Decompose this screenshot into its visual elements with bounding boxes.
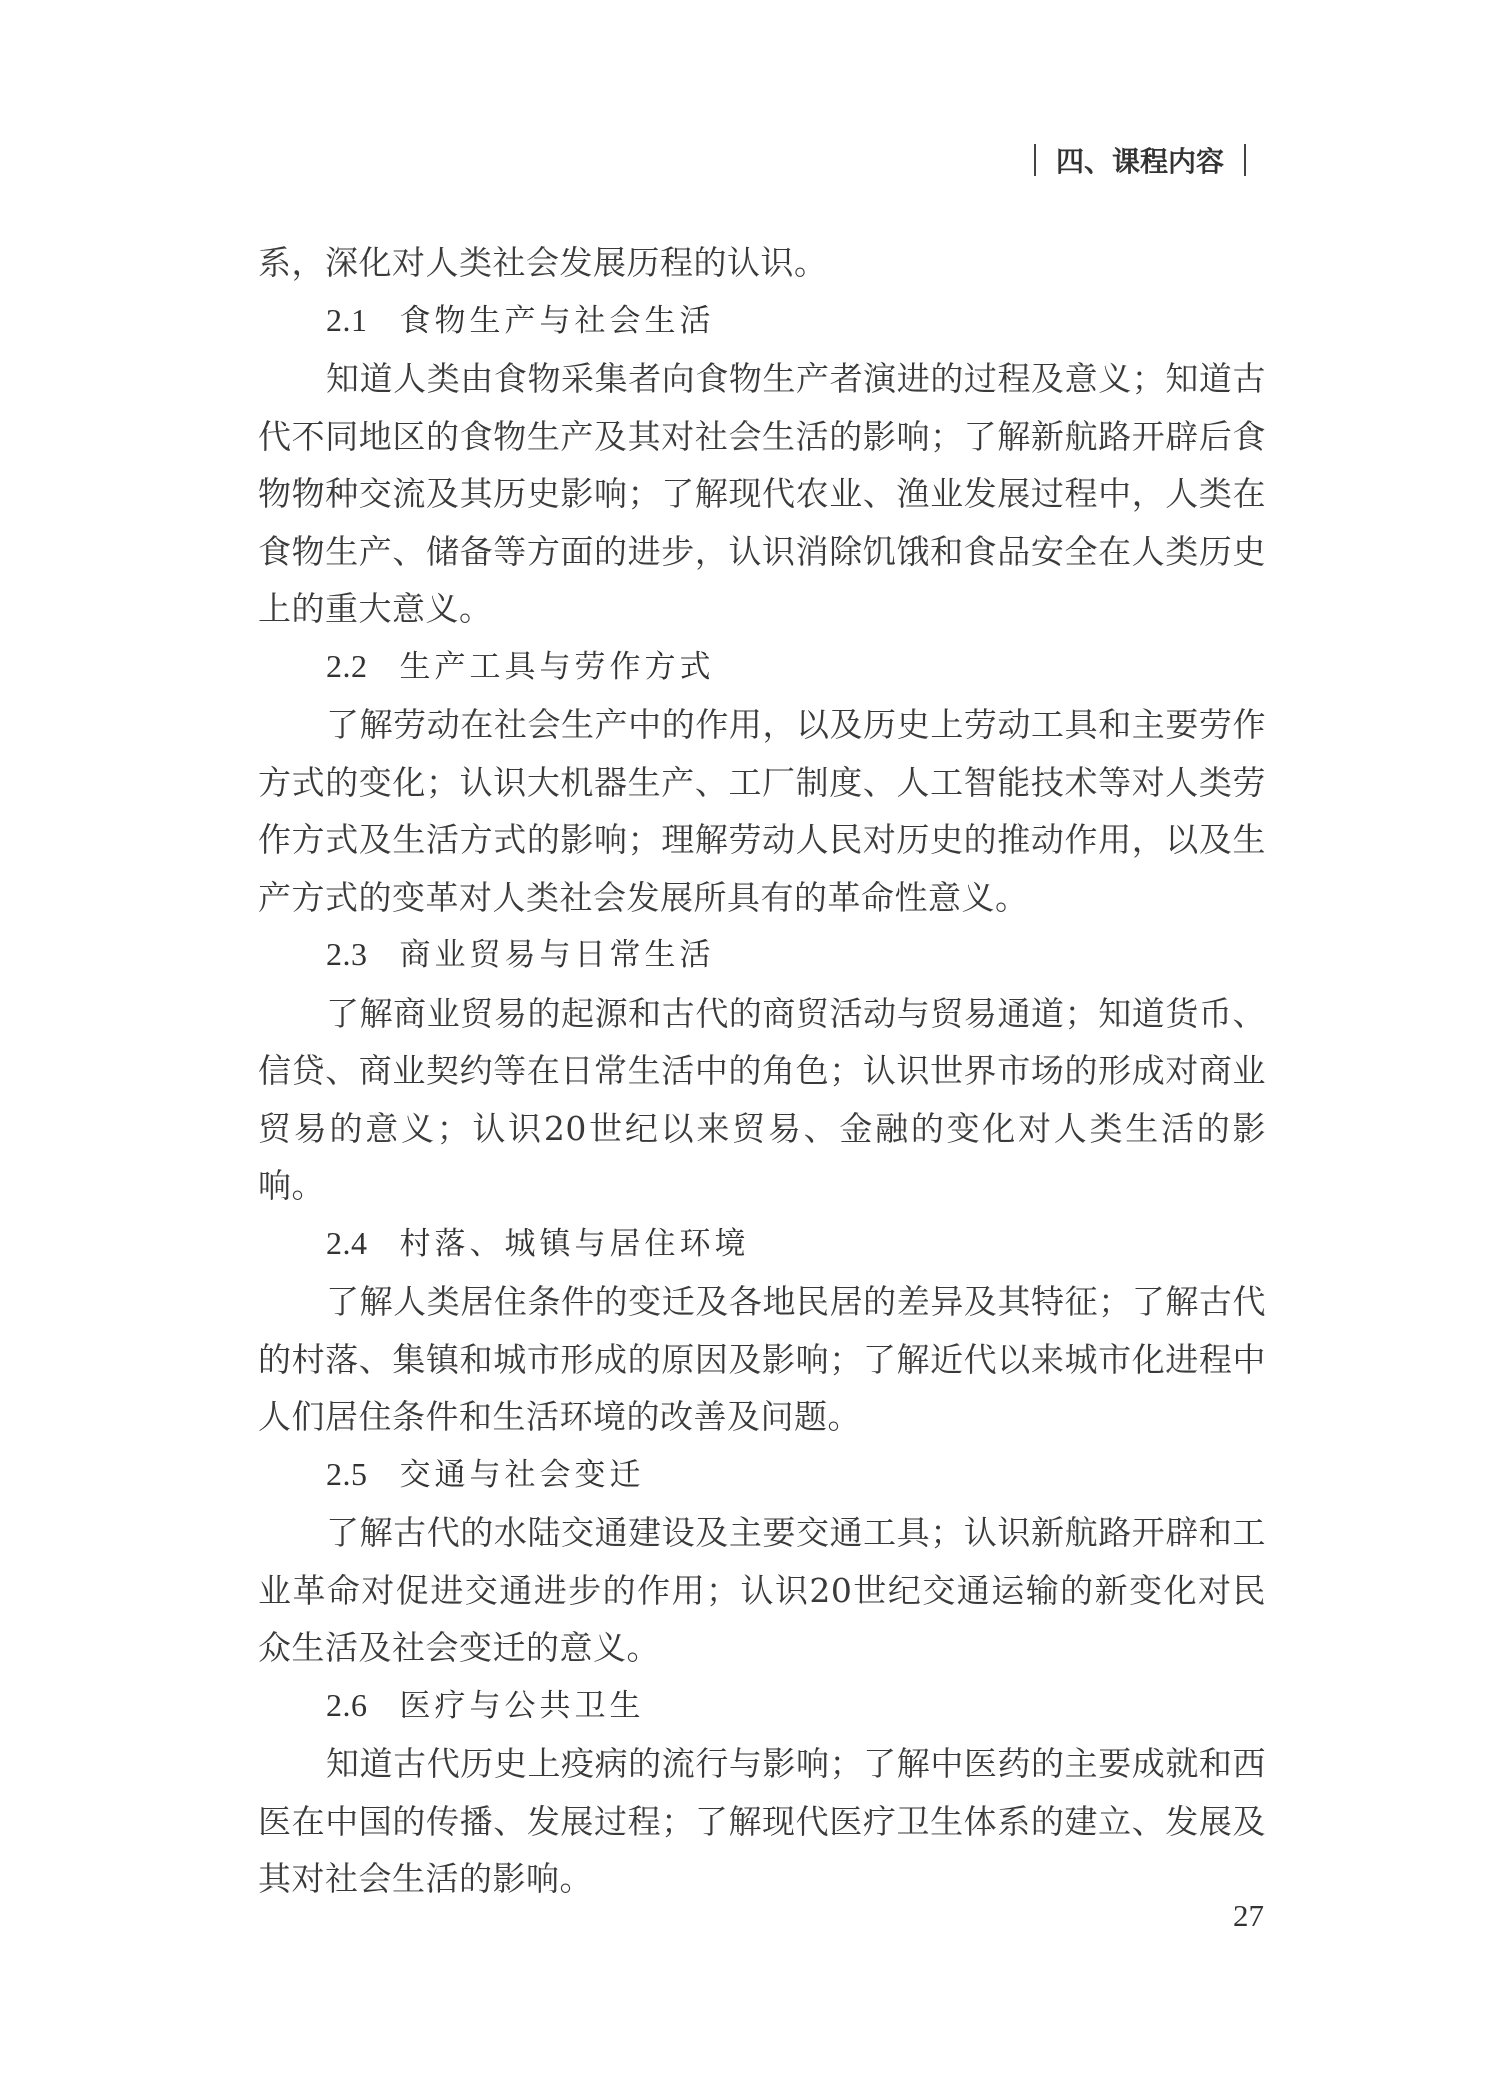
- section-number: 2.3: [326, 936, 368, 972]
- section-heading: [258, 1446, 1266, 1505]
- section-paragraph: 了解古代的水陆交通建设及主要交通工具；认识新航路开辟和工业革命对促进交通进步的作用；认识20世纪交通运输的新变化对民众生活及社会变迁的意义。: [258, 1513, 1266, 1667]
- page-body: [258, 234, 1266, 1908]
- section-title: 食物生产与社会生活: [399, 302, 715, 339]
- section-number: 2.5: [326, 1455, 368, 1492]
- section-title: 交通与社会变迁: [399, 1456, 645, 1493]
- section-number: 2.4: [326, 1224, 368, 1261]
- header-divider-right: [1244, 144, 1246, 176]
- section-paragraph: 了解人类居住条件的变迁及各地民居的差异及其特征；了解古代的村落、集镇和城市形成的原因及影响；了解近代以来城市化进程中人们居住条件和生活环境的改善及问题。: [258, 1282, 1266, 1436]
- section-paragraph: 了解劳动在社会生产中的作用，以及历史上劳动工具和主要劳作方式的变化；认识大机器生产、工厂制度、人工智能技术等对人类劳作方式及生活方式的影响；理解劳动人民对历史的推动作用，以及生产方式的变革对人类社会发展所具有的革命性意义。: [258, 705, 1266, 917]
- section-title: 医疗与公共卫生: [399, 1687, 645, 1724]
- page-number: 27: [1233, 1898, 1264, 1933]
- header-divider-left: [1034, 144, 1036, 176]
- section-heading: [258, 1215, 1266, 1274]
- chapter-title: 四、课程内容: [1055, 145, 1224, 178]
- section-title: 商业贸易与日常生活: [399, 937, 715, 973]
- section-heading: [258, 292, 1266, 351]
- section-title: 生产工具与劳作方式: [399, 648, 715, 685]
- section-number: 2.1: [326, 301, 368, 338]
- running-header: [1014, 140, 1266, 180]
- section-heading: [258, 926, 1266, 985]
- section-heading: [258, 638, 1266, 697]
- section-paragraph: 知道人类由食物采集者向食物生产者演进的过程及意义；知道古代不同地区的食物生产及其对社会生活的影响；了解新航路开辟后食物物种交流及其历史影响；了解现代农业、渔业发展过程中，人类在食物生产、储备等方面的进步，认识消除饥饿和食品安全在人类历史上的重大意义。: [258, 359, 1266, 628]
- section-number: 2.6: [326, 1686, 368, 1723]
- section-heading: [258, 1677, 1266, 1736]
- lead-paragraph: 系，深化对人类社会发展历程的认识。: [258, 243, 828, 282]
- section-paragraph: 知道古代历史上疫病的流行与影响；了解中医药的主要成就和西医在中国的传播、发展过程；了解现代医疗卫生体系的建立、发展及其对社会生活的影响。: [258, 1744, 1266, 1898]
- section-title: 村落、城镇与居住环境: [399, 1225, 750, 1262]
- section-number: 2.2: [326, 647, 368, 684]
- section-paragraph: 了解商业贸易的起源和古代的商贸活动与贸易通道；知道货币、信贷、商业契约等在日常生活中的角色；认识世界市场的形成对商业贸易的意义；认识20世纪以来贸易、金融的变化对人类生活的影响。: [258, 993, 1266, 1205]
